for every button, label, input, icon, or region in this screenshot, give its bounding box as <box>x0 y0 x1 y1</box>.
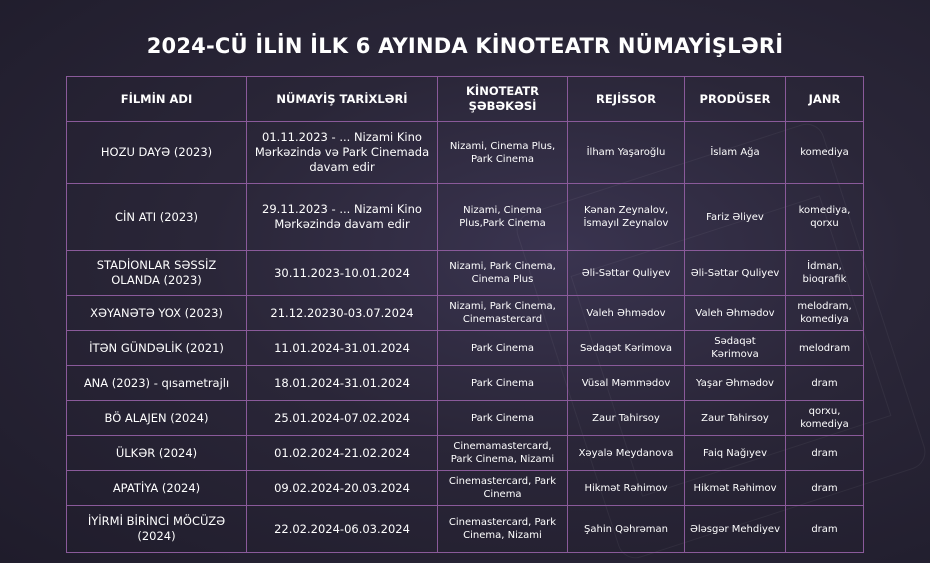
director-cell: Zaur Tahirsoy <box>568 401 685 436</box>
dates-cell: 18.01.2024-31.01.2024 <box>247 366 438 401</box>
producer-cell: İslam Ağa <box>685 122 786 184</box>
header-genre: JANR <box>786 77 864 122</box>
producer-cell: Valeh Əhmədov <box>685 296 786 331</box>
screenings-table <box>66 76 864 553</box>
genre-cell: melodram, komediya <box>786 296 864 331</box>
genre-cell: dram <box>786 366 864 401</box>
table-row <box>67 251 864 296</box>
producer-cell: Hikmət Rəhimov <box>685 471 786 506</box>
producer-cell: Ələsgər Mehdiyev <box>685 506 786 553</box>
producer-cell: Sədaqət Kərimova <box>685 331 786 366</box>
dates-cell: 01.11.2023 - ... Nizami Kino Mərkəzində və Park Cinemada davam edir <box>247 122 438 184</box>
dates-cell: 22.02.2024-06.03.2024 <box>247 506 438 553</box>
dates-cell: 01.02.2024-21.02.2024 <box>247 436 438 471</box>
film-cell: ANA (2023) - qısametrajlı <box>67 366 247 401</box>
header-film: FİLMİN ADI <box>67 77 247 122</box>
genre-cell: melodram <box>786 331 864 366</box>
film-cell: XƏYANƏTƏ YOX (2023) <box>67 296 247 331</box>
network-cell: Park Cinema <box>438 366 568 401</box>
director-cell: Xəyalə Meydanova <box>568 436 685 471</box>
director-cell: Şahin Qəhrəman <box>568 506 685 553</box>
director-cell: İlham Yaşaroğlu <box>568 122 685 184</box>
header-network: KİNOTEATR ŞƏBƏKƏSİ <box>438 77 568 122</box>
genre-cell: dram <box>786 471 864 506</box>
film-cell: CİN ATI (2023) <box>67 184 247 251</box>
film-cell: STADİONLAR SƏSSİZ OLANDA (2023) <box>67 251 247 296</box>
producer-cell: Fariz Əliyev <box>685 184 786 251</box>
genre-cell: dram <box>786 436 864 471</box>
table-header-row <box>67 77 864 122</box>
genre-cell: komediya, qorxu <box>786 184 864 251</box>
network-cell: Nizami, Park Cinema, Cinema Plus <box>438 251 568 296</box>
dates-cell: 29.11.2023 - ... Nizami Kino Mərkəzində davam edir <box>247 184 438 251</box>
producer-cell: Faiq Nağıyev <box>685 436 786 471</box>
film-cell: BÖ ALAJEN (2024) <box>67 401 247 436</box>
table-row <box>67 331 864 366</box>
header-director: REJİSSOR <box>568 77 685 122</box>
film-cell: HOZU DAYƏ (2023) <box>67 122 247 184</box>
genre-cell: qorxu, komediya <box>786 401 864 436</box>
director-cell: Valeh Əhmədov <box>568 296 685 331</box>
director-cell: Sədaqət Kərimova <box>568 331 685 366</box>
director-cell: Hikmət Rəhimov <box>568 471 685 506</box>
director-cell: Vüsal Məmmədov <box>568 366 685 401</box>
film-cell: İTƏN GÜNDƏLİK (2021) <box>67 331 247 366</box>
dates-cell: 30.11.2023-10.01.2024 <box>247 251 438 296</box>
film-cell: İYİRMİ BİRİNCİ MÖCÜZƏ (2024) <box>67 506 247 553</box>
table-row <box>67 122 864 184</box>
network-cell: Park Cinema <box>438 401 568 436</box>
genre-cell: komediya <box>786 122 864 184</box>
header-dates: NÜMAYİŞ TARİXLƏRİ <box>247 77 438 122</box>
table-row <box>67 366 864 401</box>
table-row <box>67 401 864 436</box>
producer-cell: Yaşar Əhmədov <box>685 366 786 401</box>
network-cell: Nizami, Park Cinema, Cinemastercard <box>438 296 568 331</box>
producer-cell: Zaur Tahirsoy <box>685 401 786 436</box>
network-cell: Nizami, Cinema Plus,Park Cinema <box>438 184 568 251</box>
table-row <box>67 471 864 506</box>
dates-cell: 25.01.2024-07.02.2024 <box>247 401 438 436</box>
table-row <box>67 296 864 331</box>
film-cell: ÜLKƏR (2024) <box>67 436 247 471</box>
network-cell: Nizami, Cinema Plus, Park Cinema <box>438 122 568 184</box>
dates-cell: 21.12.20230-03.07.2024 <box>247 296 438 331</box>
dates-cell: 09.02.2024-20.03.2024 <box>247 471 438 506</box>
table-row <box>67 436 864 471</box>
genre-cell: dram <box>786 506 864 553</box>
dates-cell: 11.01.2024-31.01.2024 <box>247 331 438 366</box>
table-row <box>67 506 864 553</box>
film-cell: APATİYA (2024) <box>67 471 247 506</box>
network-cell: Park Cinema <box>438 331 568 366</box>
network-cell: Cinemastercard, Park Cinema <box>438 471 568 506</box>
director-cell: Kənan Zeynalov, İsmayıl Zeynalov <box>568 184 685 251</box>
page-title: 2024-CÜ İLİN İLK 6 AYINDA KİNOTEATR NÜMAYİŞLƏRİ <box>146 34 784 58</box>
genre-cell: İdman, bioqrafik <box>786 251 864 296</box>
network-cell: Cinemamastercard, Park Cinema, Nizami <box>438 436 568 471</box>
network-cell: Cinemastercard, Park Cinema, Nizami <box>438 506 568 553</box>
table-row <box>67 184 864 251</box>
director-cell: Əli-Səttar Quliyev <box>568 251 685 296</box>
producer-cell: Əli-Səttar Quliyev <box>685 251 786 296</box>
header-producer: PRODÜSER <box>685 77 786 122</box>
